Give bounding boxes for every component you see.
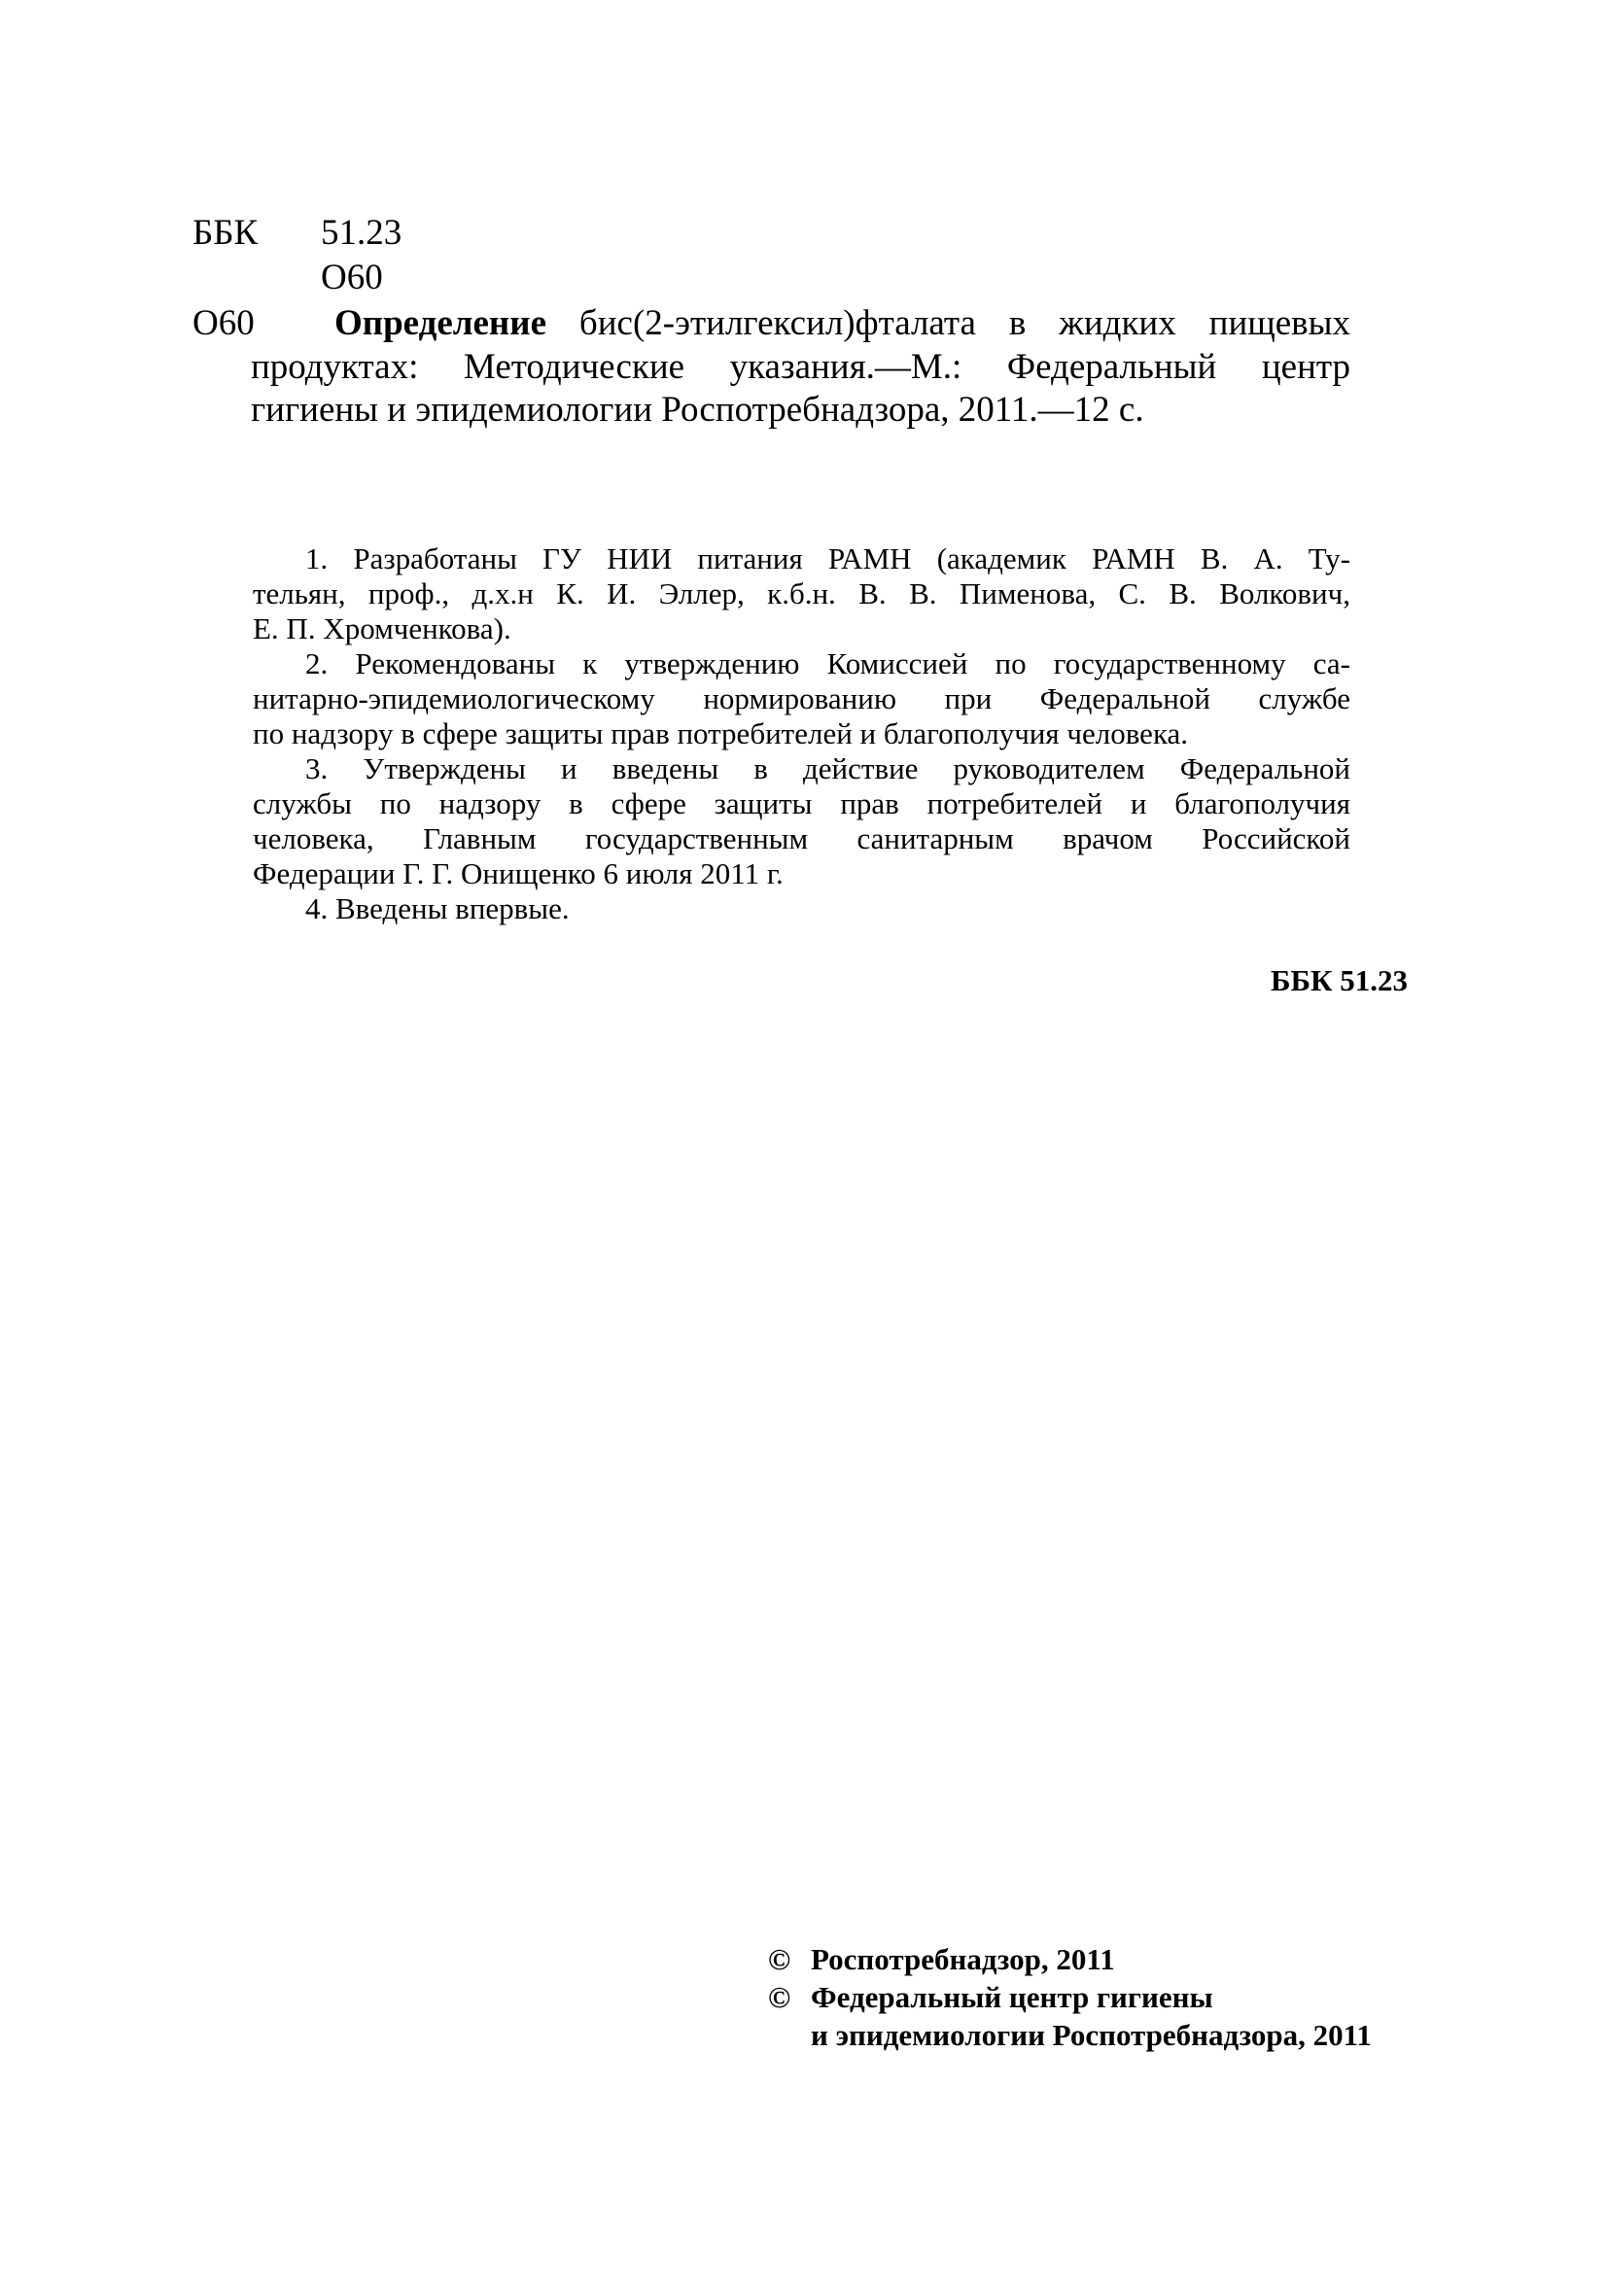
entry-line-3: гигиены и эпидемиологии Роспотребнадзора, 2011.—12 с. xyxy=(251,390,1144,430)
author-mark: О60 xyxy=(321,258,383,297)
entry-line-1 xyxy=(334,300,1350,347)
note-3-line-2: службы по надзору в сфере защиты прав потребителей и благополучия xyxy=(253,786,1350,820)
entry-mark: О60 xyxy=(192,303,255,343)
note-1-line-2: тельян, проф., д.х.н К. И. Эллер, к.б.н. В. В. Пименова, С. В. Волкович, xyxy=(253,576,1350,610)
note-1-line-1: 1. Разработаны ГУ НИИ питания РАМН (академик РАМН В. А. Ту- xyxy=(305,541,1350,575)
note-3-line-1: 3. Утверждены и введены в действие руководителем Федеральной xyxy=(305,751,1350,785)
note-2-line-3: по надзору в сфере защиты прав потребителей и благополучия человека. xyxy=(253,716,1189,750)
note-4-line: 4. Введены впервые. xyxy=(305,891,570,925)
entry-line-2: продуктах: Методические указания.—М.: Федеральный центр xyxy=(251,347,1350,387)
copyright-symbol-1: © xyxy=(768,1942,791,1976)
bbk-code: 51.23 xyxy=(321,213,402,253)
bbk-label: ББК xyxy=(192,213,259,253)
copyright-symbol-2: © xyxy=(768,1980,791,2014)
note-2-line-1: 2. Рекомендованы к утверждению Комиссией по государственному са- xyxy=(305,646,1350,680)
copyright-line-3: и эпидемиологии Роспотребнадзора, 2011 xyxy=(811,2018,1372,2052)
note-3-line-3: человека, Главным государственным санитарным врачом Российской xyxy=(253,821,1350,855)
entry-title-rest: бис(2-этилгексил)фталата в жидких пищевых xyxy=(546,303,1350,343)
note-2-line-2: нитарно-эпидемиологическому нормированию при Федеральной службе xyxy=(253,681,1350,715)
note-1-line-3: Е. П. Хромченкова). xyxy=(253,611,511,645)
entry-title: Определение xyxy=(334,303,546,343)
note-3-line-4: Федерации Г. Г. Онищенко 6 июля 2011 г. xyxy=(253,856,784,890)
copyright-line-1: Роспотребнадзор, 2011 xyxy=(811,1942,1115,1976)
copyright-line-2: Федеральный центр гигиены xyxy=(811,1980,1213,2014)
bbk-footer: ББК 51.23 xyxy=(1271,963,1408,997)
